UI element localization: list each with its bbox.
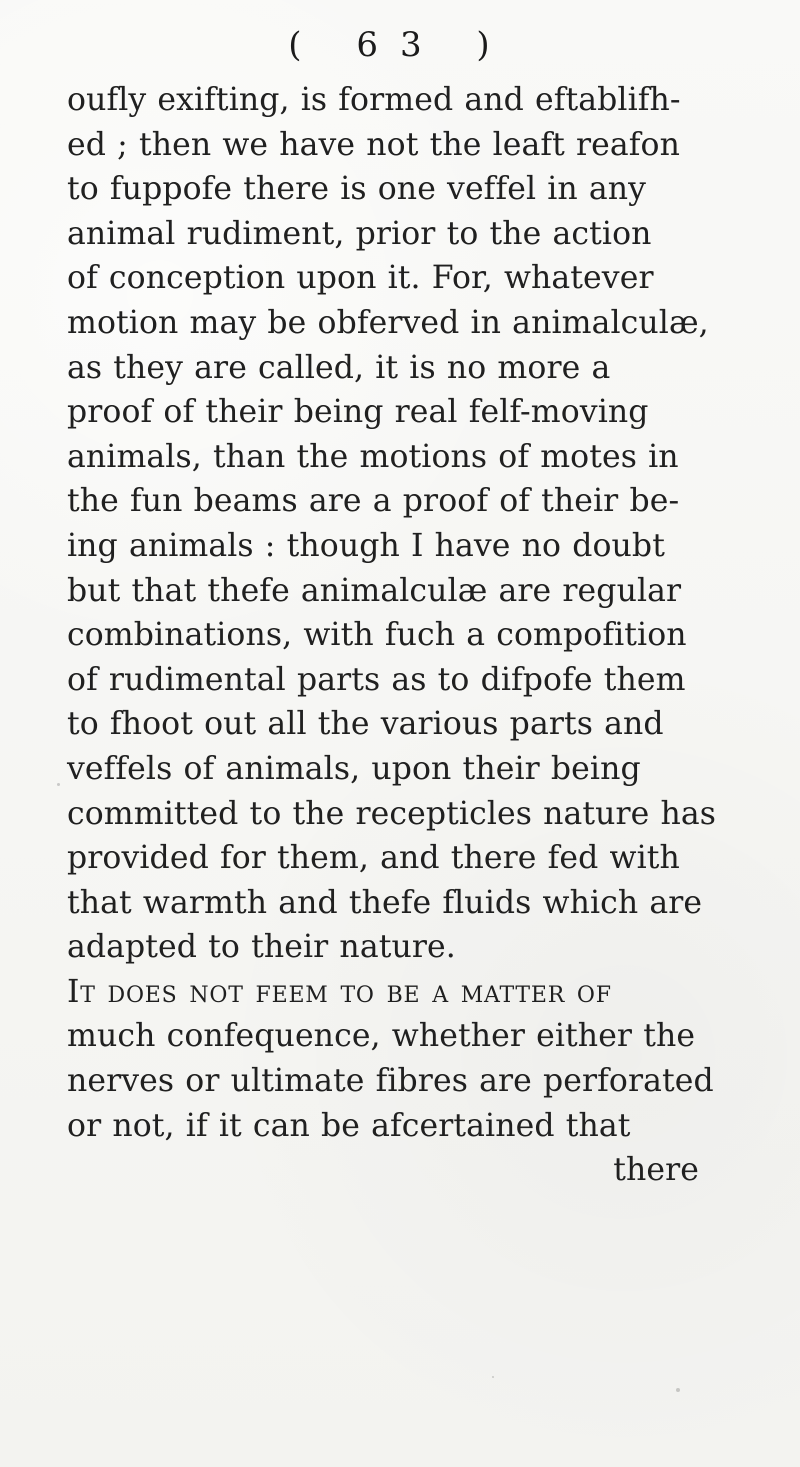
text-line-4: animal rudiment, prior to the action (67, 215, 652, 252)
text-line-25: there (613, 1152, 699, 1189)
text-line-8: proof of their being real felf-moving (67, 394, 649, 431)
text-line-19: that warmth and thefe fluids which are (67, 884, 703, 921)
text-line-6: motion may be obferved in animalculæ, (67, 304, 709, 341)
page-number: ( 63 ) (288, 25, 512, 65)
text-line-1: oufly exifting, is formed and eftablifh- (67, 82, 681, 118)
text-line-7: as they are called, it is no more a (67, 349, 611, 386)
text-line-5: of conception upon it. For, whatever (67, 260, 654, 297)
text-line-3: to fuppofe there is one veffel in any (67, 171, 647, 208)
paper-speck-3 (492, 1376, 494, 1378)
text-line-17: committed to the recepticles nature has (67, 795, 717, 832)
body-text (67, 78, 761, 1193)
text-line-20: adapted to their nature. (67, 929, 456, 966)
text-line-22: much confequence, whether either the (67, 1018, 696, 1055)
paper-speck-1 (57, 783, 60, 786)
text-line-12: but that thefe animalculæ are regular (67, 572, 682, 609)
text-line-13: combinations, with fuch a compofition (67, 617, 687, 654)
text-line-24: or not, if it can be afcertained that (67, 1107, 631, 1144)
paper-speck-2 (676, 1388, 680, 1392)
text-line-11: ing animals : though I have no doubt (67, 527, 665, 564)
text-line-23: nerves or ultimate fibres are perforated (67, 1063, 714, 1100)
text-line-9: animals, than the motions of motes in (67, 438, 679, 475)
text-line-21: It does not feem to be a matter of (67, 973, 612, 1010)
text-line-15: to fhoot out all the various parts and (67, 706, 664, 743)
text-line-2: ed ; then we have not the leaft reafon (67, 126, 681, 163)
text-line-14: of rudimental parts as to difpofe them (67, 661, 686, 698)
text-line-10: the fun beams are a proof of their be- (67, 483, 680, 520)
text-line-18: provided for them, and there fed with (67, 840, 680, 877)
text-line-16: veffels of animals, upon their being (67, 750, 641, 787)
